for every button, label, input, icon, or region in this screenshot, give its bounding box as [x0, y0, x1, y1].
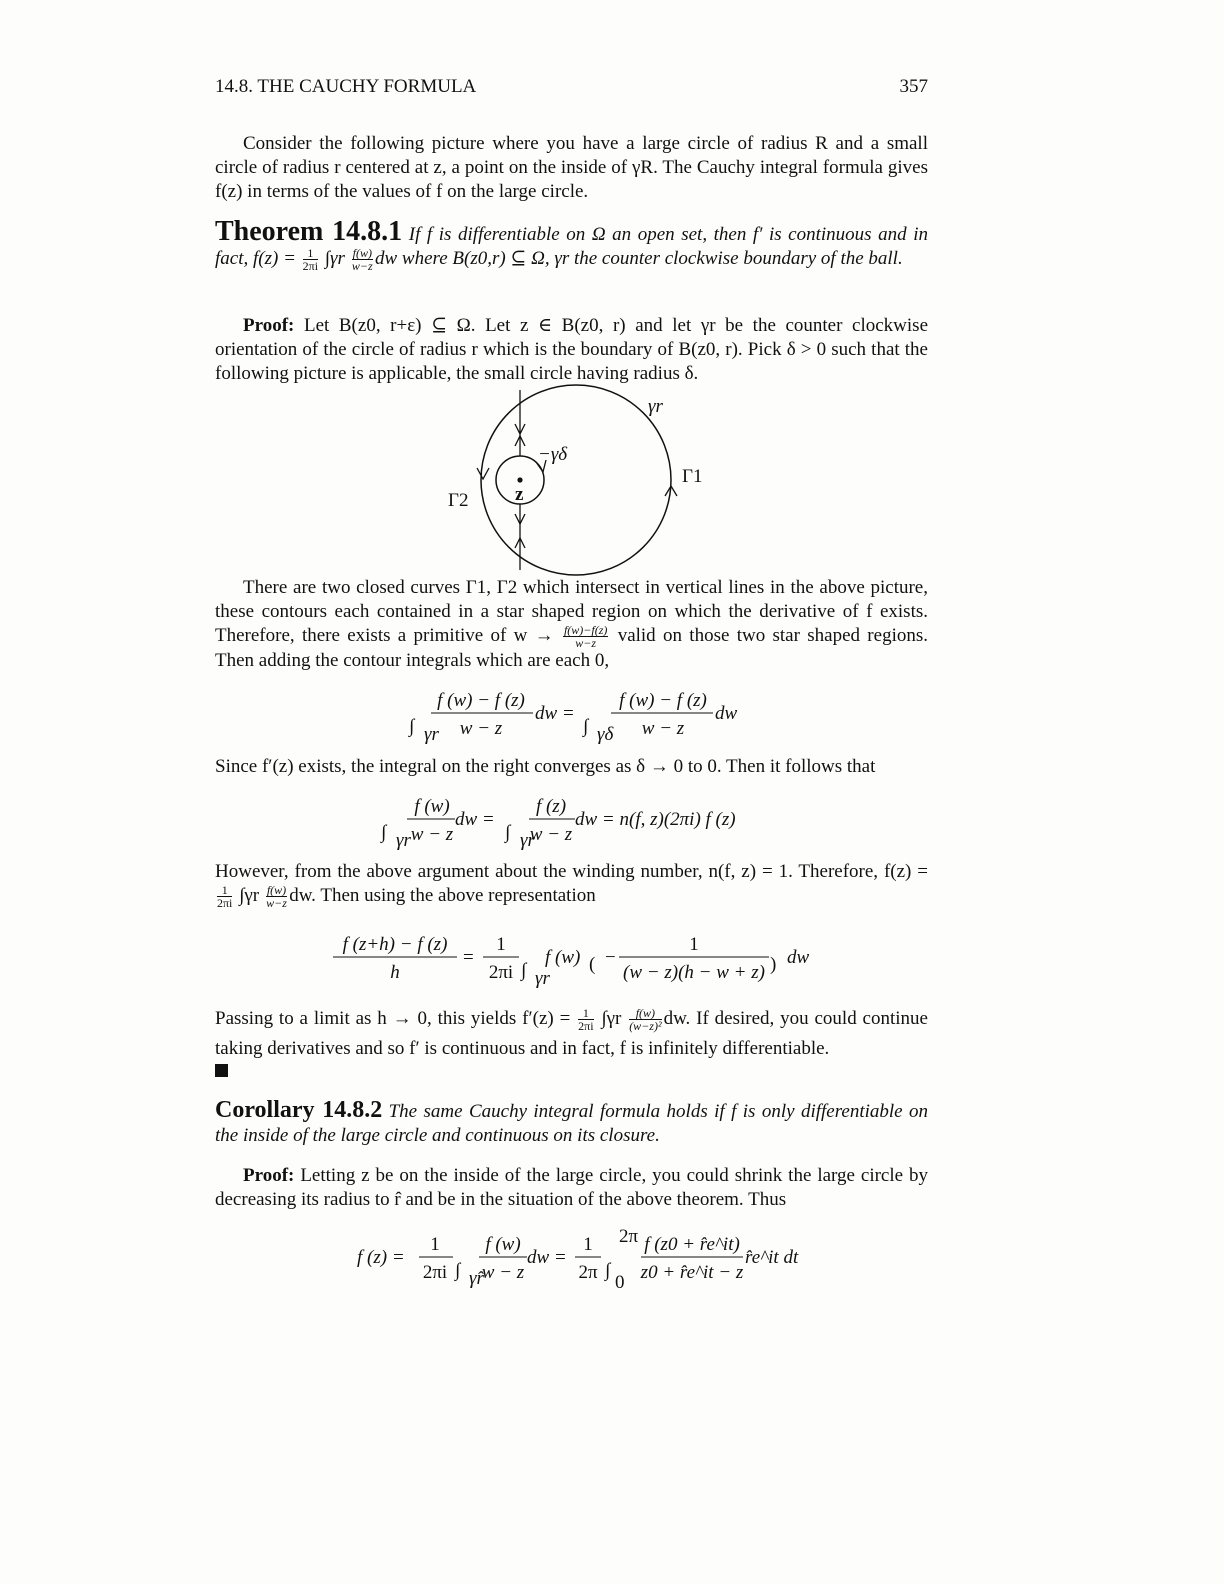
para5-text-b: ∫γr [595, 1008, 628, 1029]
integral-sign-3: ∫ [381, 822, 387, 843]
eq1-end: dw [715, 703, 738, 724]
corollary-label: Corollary 14.8.2 [215, 1097, 383, 1123]
para5-frac2: $\frac{f(w)}{\text{(w−z)²}}$ [629, 1006, 662, 1034]
eq4-den-c: 2π [578, 1262, 598, 1283]
eq4-den-d: z0 + r̂e^it − z [640, 1262, 744, 1283]
theorem-text-a: If f is differentiable on Ω an open set, then f′ is continuous and in fact, f(z) = [215, 224, 928, 269]
contour-figure [430, 380, 730, 580]
para5-frac: $\frac{1}{2\pi i}$ [578, 1006, 594, 1034]
integral-sign-4: ∫ [505, 822, 511, 843]
eq1-den-left: w − z [459, 718, 503, 739]
contour-diagram [430, 380, 730, 580]
eq3-equals: = [463, 947, 474, 968]
paragraph-5 [215, 1004, 928, 1064]
para5-text-a: Passing to a limit as h → 0, this yields f′(z) = [215, 1008, 577, 1029]
label-Gamma1: Γ1 [682, 466, 703, 487]
eq3-num-mid: 1 [496, 934, 506, 955]
intro-text: Consider the following picture where you have a large circle of radius R and a small circle of radius r centered at z, a point on the inside of γR. The Cauchy integral formula gives f(z) in terms of the values of f on the large circle. [215, 133, 928, 202]
label-minus-gamma-delta: −γδ [538, 444, 568, 465]
proof-text-1: Let B(z0, r+ε) ⊆ Ω. Let z ∈ B(z0, r) and let γr be the counter clockwise orientation of the circle of radius r which is the boundary of B(z0, r). Pick δ > 0 such that the following picture is applicable, the small circle having radius δ. [215, 315, 929, 384]
eq2-sub-right: γr [520, 830, 535, 851]
equation-1-svg [215, 682, 928, 752]
eq1-sub-left: γr [424, 724, 439, 745]
para3-text: Since f′(z) exists, the integral on the right converges as δ → 0 to 0. Then it follows that [215, 756, 876, 777]
integral-sign-5: ∫ [521, 960, 527, 981]
eq4-sub: γr̂ [469, 1268, 484, 1289]
eq3-sub: γr [535, 968, 550, 989]
para4-text-c: dw. Then using the above representation [289, 885, 596, 906]
theorem-block [215, 216, 928, 274]
proof-text-2: Letting z be on the inside of the large circle, you could shrink the large circle by decreasing its radius to r̂ and be in the situation of the above theorem. Thus [215, 1165, 929, 1210]
eq1-num-right: f (w) − f (z) [619, 690, 707, 711]
eq1-sub-right: γδ [597, 724, 614, 745]
eq3-fw: f (w) [545, 947, 581, 968]
eq2-den-left: w − z [410, 824, 454, 845]
paragraph-3 [215, 755, 928, 779]
para4-frac: $\frac{1}{2\pi i}$ [217, 883, 233, 911]
para5-text-c: dw. If desired, you could continue taking derivatives and so f′ is continuous and in fact, f is infinitely differentiable. [215, 1008, 928, 1059]
eq1-den-right: w − z [641, 718, 685, 739]
equation-4 [215, 1226, 928, 1316]
eq4-lhs: f (z) = [357, 1247, 405, 1268]
corollary-block [215, 1098, 928, 1148]
equation-3 [215, 926, 928, 1016]
theorem-frac: $\frac{1}{2\pi i}$ [302, 246, 319, 274]
para2-text-a: There are two closed curves Γ1, Γ2 which intersect in vertical lines in the above picture, these contours each contained in a star shaped region on which the derivative of f exists. Therefore, there exists a primitive of w → [215, 577, 928, 646]
para4-text-a: However, from the above argument about the winding number, n(f, z) = 1. Therefore, f(z) = [215, 861, 928, 882]
qed-square [215, 1064, 228, 1077]
eq3-den-inner: (w − z)(h − w + z) [623, 962, 765, 983]
arrow-big-left [477, 468, 489, 479]
large-circle [481, 385, 671, 575]
integral-sign-7: ∫ [605, 1260, 611, 1281]
eq3-neg: − [605, 947, 616, 968]
para2-text-b: valid on those two star shaped regions. Then adding the contour integrals which are each 0, [215, 625, 928, 672]
para4-frac2: $\frac{f(w)}{w-z}$ [266, 883, 287, 911]
eq3-num-left: f (z+h) − f (z) [342, 934, 448, 955]
eq2-den-right: w − z [529, 824, 573, 845]
eq3-end: dw [787, 947, 810, 968]
eq4-upper: 2π [619, 1226, 639, 1247]
corollary-text: The same Cauchy integral formula holds if f is only differentiable on the inside of the large circle and continuous on its closure. [215, 1101, 929, 1146]
label-Gamma2: Γ2 [448, 490, 469, 511]
equation-3-svg [215, 926, 928, 996]
label-gamma-r: γr [648, 396, 663, 417]
proof-label: Proof: [243, 315, 295, 336]
eq1-num-left: f (w) − f (z) [437, 690, 525, 711]
eq3-rparen: ) [770, 954, 777, 975]
equation-4-svg [215, 1226, 928, 1296]
eq2-sub-left: γr [396, 830, 411, 851]
theorem-label: Theorem 14.8.1 [215, 216, 403, 247]
paragraph-2 [215, 576, 928, 673]
proof-paragraph-1 [215, 314, 928, 386]
label-z: z [515, 484, 524, 505]
integral-sign-6: ∫ [455, 1260, 461, 1281]
para4-text-b: ∫γr [234, 885, 264, 906]
eq2-end: dw = n(f, z)(2πi) f (z) [575, 809, 736, 830]
para2-frac: $\frac{f(w)-f(z)}{w-z}$ [563, 623, 608, 651]
point-z [517, 477, 522, 482]
eq2-mid: dw = [455, 809, 495, 830]
eq4-lower: 0 [615, 1272, 625, 1293]
eq3-den-mid: 2πi [488, 962, 514, 983]
integral-sign: ∫ [409, 716, 415, 737]
proof-paragraph-2 [215, 1164, 928, 1212]
running-header [215, 76, 928, 102]
page-number: 357 [899, 76, 928, 97]
eq2-num-right: f (z) [535, 796, 567, 817]
section-title: 14.8. THE CAUCHY FORMULA [215, 76, 477, 97]
eq4-mid: dw = [527, 1247, 567, 1268]
eq4-den-a: 2πi [422, 1262, 448, 1283]
eq3-num-inner: 1 [689, 934, 699, 955]
theorem-text-b: ∫γr [320, 248, 350, 269]
equation-2-svg [215, 788, 928, 858]
eq2-num-left: f (w) [414, 796, 450, 817]
theorem-text-c: dw where B(z0,r) ⊆ Ω, γr the counter clockwise boundary of the ball. [374, 248, 903, 269]
eq4-num-b: f (w) [485, 1234, 521, 1255]
eq4-den-b: w − z [481, 1262, 525, 1283]
paragraph-4 [215, 860, 928, 909]
intro-paragraph [215, 132, 928, 204]
eq4-end: r̂e^it dt [745, 1247, 799, 1268]
proof-label-2: Proof: [243, 1165, 295, 1186]
theorem-frac2: $\frac{f(w)}{w-z}$ [351, 246, 373, 274]
eq4-num-a: 1 [430, 1234, 440, 1255]
eq4-num-d: f (z0 + r̂e^it) [644, 1234, 740, 1255]
eq4-num-c: 1 [583, 1234, 593, 1255]
eq3-lparen: ( [589, 954, 596, 975]
integral-sign-2: ∫ [583, 716, 589, 737]
eq3-den-left: h [390, 962, 400, 983]
eq1-mid: dw = [535, 703, 575, 724]
